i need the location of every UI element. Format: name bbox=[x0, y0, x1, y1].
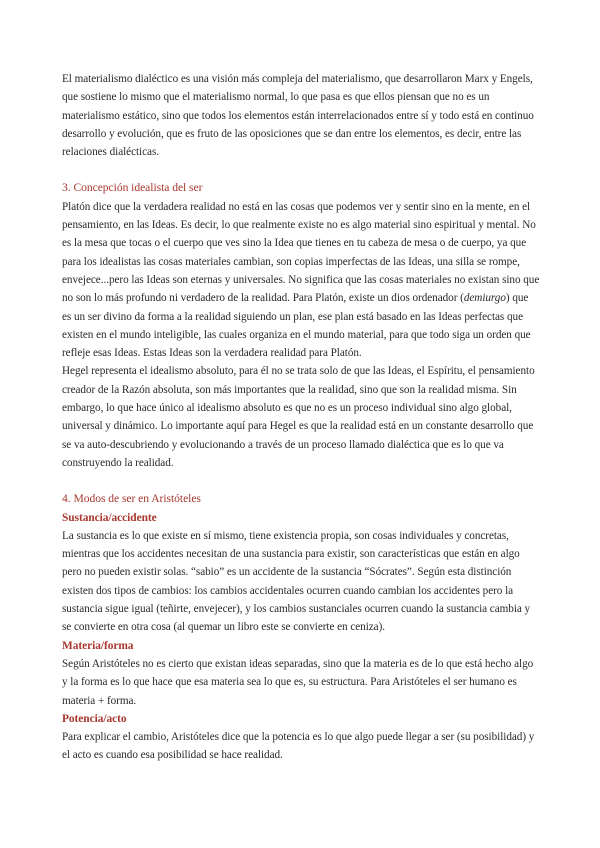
paragraph-materia: Según Aristóteles no es cierto que existan ideas separadas, sino que la materia es de lo que está hecho algo y la forma es lo que hace que esa materia sea lo que es, su estructura. Para Aristóteles el ser humano es materia + forma. bbox=[62, 657, 534, 707]
spacer bbox=[62, 161, 540, 179]
demiurgo-term: demiurgo bbox=[463, 292, 506, 305]
paragraph-potencia: Para explicar el cambio, Aristóteles dice que la potencia es lo que algo puede llegar a ser (su posibilidad) y el acto es cuando esa posibilidad se hace realidad. bbox=[62, 731, 535, 762]
subheading-materia: Materia/forma bbox=[62, 639, 134, 652]
section-3-heading: 3. Concepción idealista del ser bbox=[62, 181, 203, 195]
section-3-paragraph-plato bbox=[62, 198, 540, 363]
section-3-paragraph-hegel: Hegel representa el idealismo absoluto, para él no se trata solo de que las Ideas, el Espíritu, el pensamiento creador de la Razón absoluta, son más importantes que la realidad, sino que son la realidad misma. Sin embargo, lo que hace único al idealismo absoluto es que no es un proceso individual sino algo global, universal y dinámico. Lo importante aquí para Hegel es que la realidad está en un constante desarrollo que se va auto-descubriendo y evolucionando a través de un proceso llamado dialéctica que es lo que va construyendo la realidad. bbox=[62, 365, 535, 469]
section-4-heading: 4. Modos de ser en Aristóteles bbox=[62, 492, 201, 506]
subheading-potencia: Potencia/acto bbox=[62, 712, 127, 725]
plato-text-part-2: ) que es un ser divino da forma a la realidad siguiendo un plan, ese plan está basado en las Ideas perfectas que existen en el mundo inteligible, las cuales organiza en el mundo material, para que todo siga un orden que refleje esas Ideas. Estas Ideas son la verdadera realidad para Platón. bbox=[62, 292, 531, 360]
plato-text-part-1: Platón dice que la verdadera realidad no está en las cosas que podemos ver y sentir sino en la mente, en el pensamiento, en las Ideas. Es decir, lo que realmente existe no es algo material sino espiritual y mental. No es la mesa que tocas o el cuerpo que ves sino la Idea que tienes en tu cabeza de mesa o de cuerpo, ya que para los idealistas las cosas materiales cambian, son copias imperfectas de las Ideas, una silla se rompe, envejece...pero las Ideas son eternas y universales. No significa que las cosas materiales no existan sino que no son lo más profundo ni verdadero de la realidad. Para Platón, existe un dios ordenador ( bbox=[62, 200, 540, 305]
subheading-sustancia: Sustancia/accidente bbox=[62, 511, 157, 524]
intro-paragraph: El materialismo dialéctico es una visión más compleja del materialismo, que desarrollaron Marx y Engels, que sostiene lo mismo que el materialismo normal, lo que pasa es que ellos piensan que no es un materialismo estático, sino que todos los elementos están interrelacionados entre sí y todo está en continuo desarrollo y evolución, que es fruto de las oposiciones que se dan entre los elementos, es decir, entre las relaciones dialécticas. bbox=[62, 73, 534, 159]
paragraph-sustancia: La sustancia es lo que existe en sí mismo, tiene existencia propia, son cosas individuales y concretas, mientras que los accidentes necesitan de una sustancia para existir, son características que están en algo pero no pueden existir solas. “sabio” es un accidente de la sustancia “Sócrates”. Según esta distinción existen dos tipos de cambios: los cambios accidentales ocurren cuando cambian los accidentes pero la sustancia sigue igual (teñirte, envejecer), y los cambios sustanciales ocurren cuando la sustancia cambia y se convierte en otra cosa (al quemar un libro este se convierte en ceniza). bbox=[62, 529, 531, 634]
document-body bbox=[62, 70, 540, 765]
spacer bbox=[62, 472, 540, 490]
